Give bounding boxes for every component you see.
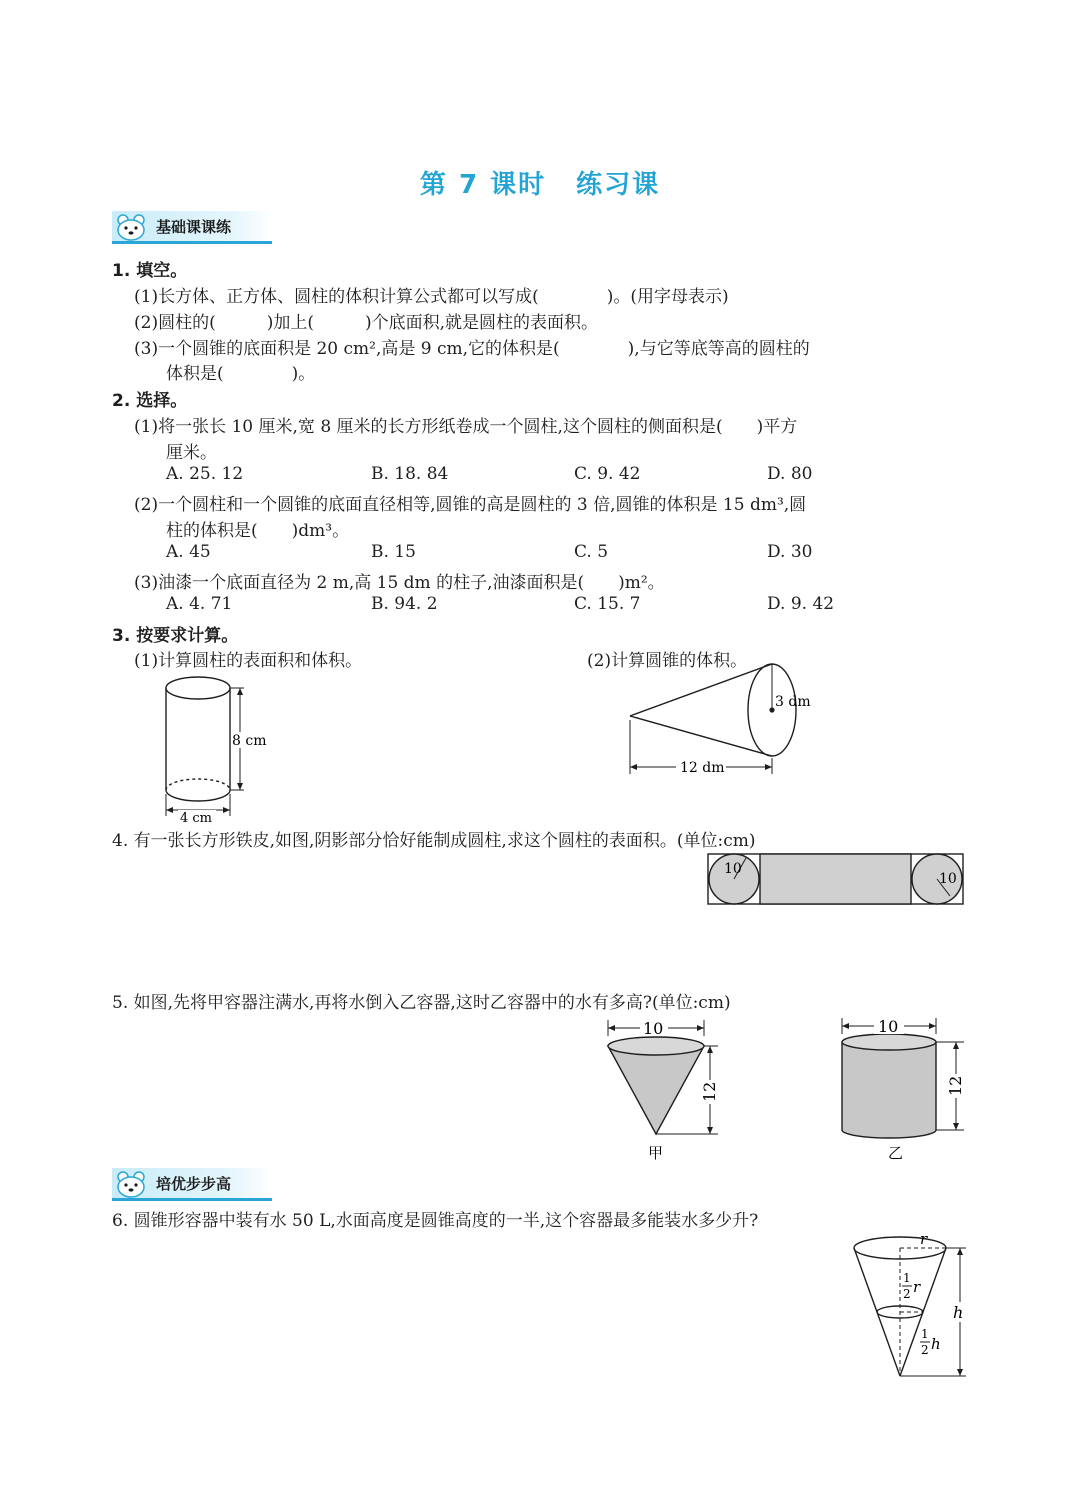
section-title-basic: 基础课课练 [156,218,232,236]
cylinder-container-body [842,1042,936,1138]
q2-part3-option-d: D. 9. 42 [767,594,835,614]
q2-part3-option-c: C. 15. 7 [574,594,641,614]
q6-text: 6. 圆锥形容器中装有水 50 L,水面高度是圆锥高度的一半,这个容器最多能装水多少升? [112,1211,759,1231]
q2-part1-option-c: C. 9. 42 [574,464,641,484]
q2-part2-option-b: B. 15 [371,542,416,562]
q5-text: 5. 如图,先将甲容器注满水,再将水倒入乙容器,这时乙容器中的水有多高?(单位:cm) [112,993,731,1013]
cone-container-name: 甲 [648,1144,664,1162]
q1-line3: (3)一个圆锥的底面积是 20 cm²,高是 9 cm,它的体积是( ),与它等底等高的圆柱的 [134,339,810,359]
cylinder-height-label: 12 [946,1075,965,1096]
cylinder-height-label: 8 cm [232,733,267,749]
half-r-denominator: 2 [903,1287,911,1301]
q3-sub2: (2)计算圆锥的体积。 [587,651,748,671]
height-label: h [953,1303,964,1322]
left-radius-label: 10 [724,861,742,877]
q2-part3-option-b: B. 94. 2 [371,594,438,614]
q3-heading: 3. 按要求计算。 [112,626,239,646]
half-h-denominator: 2 [921,1343,929,1357]
bear-icon [114,213,148,241]
section-badge-basic [112,211,272,244]
q2-part1-option-b: B. 18. 84 [371,464,449,484]
q2-part2-line2: 柱的体积是( )dm³。 [166,521,350,541]
cylinder-width-label: 10 [878,1017,899,1036]
section-title-advance: 培优步步高 [156,1175,232,1193]
cone-slant-bottom [630,716,772,756]
q5-cylinder-container-figure [836,1014,976,1164]
page-title [0,164,1080,201]
q2-part1-line1: (1)将一张长 10 厘米,宽 8 厘米的长方形纸卷成一个圆柱,这个圆柱的侧面积是( )平方 [134,417,798,437]
q2-part3-option-a: A. 4. 71 [166,594,233,614]
half-h-numerator: 1 [921,1327,929,1341]
q1-line4: 体积是( )。 [166,364,316,384]
section-badge-advance [112,1168,272,1201]
cylinder-diameter-label: 4 cm [180,811,213,826]
cylinder-container-name: 乙 [888,1144,904,1162]
q5-cone-container-figure [600,1016,730,1166]
half-r-symbol: r [913,1278,921,1296]
q3-cylinder-figure [150,670,280,830]
q2-part2-option-a: A. 45 [166,542,211,562]
lesson-name: 练习课 [576,170,661,200]
q2-part2-option-d: D. 30 [767,542,813,562]
lesson-number: 第 7 课时 [419,170,547,200]
right-radius-label: 10 [939,871,957,887]
cone-radius-label: 3 dm [775,694,811,710]
cylinder-top [166,677,230,699]
cone-container-body [608,1046,704,1134]
cone-container-top [608,1037,704,1055]
q2-part1-line2: 厘米。 [166,443,217,463]
half-r-numerator: 1 [903,1271,911,1285]
q2-heading: 2. 选择。 [112,391,188,411]
q1-heading: 1. 填空。 [112,261,188,281]
cone-width-label: 10 [643,1019,664,1038]
q4-text: 4. 有一张长方形铁皮,如图,阴影部分恰好能制成圆柱,求这个圆柱的表面积。(单位:cm) [112,831,756,851]
q2-part2-option-c: C. 5 [574,542,609,562]
q2-part2-line1: (2)一个圆柱和一个圆锥的底面直径相等,圆锥的高是圆柱的 3 倍,圆锥的体积是 15 dm³,圆 [134,495,807,515]
q1-line1: (1)长方体、正方体、圆柱的体积计算公式都可以写成( )。(用字母表示) [134,287,729,307]
cylinder-container-top [842,1034,936,1050]
q3-sub1: (1)计算圆柱的表面积和体积。 [134,651,363,671]
cylinder-bottom-front [166,790,230,801]
shaded-side-rectangle [760,854,911,904]
q1-line2: (2)圆柱的( )加上( )个底面积,就是圆柱的表面积。 [134,313,599,333]
bear-icon [114,1170,148,1198]
q2-part1-option-a: A. 25. 12 [166,464,244,484]
q4-sheet-figure [706,852,966,908]
cone-height-label: 12 [700,1081,719,1102]
q6-cone-figure [846,1226,976,1386]
half-h-symbol: h [931,1335,941,1353]
q2-part3-line1: (3)油漆一个底面直径为 2 m,高 15 dm 的柱子,油漆面积是( )m²。 [134,573,665,593]
top-radius-label: r [920,1230,928,1248]
cone-length-label: 12 dm [680,760,725,776]
cylinder-bottom-back [166,779,230,790]
q2-part1-option-d: D. 80 [767,464,813,484]
q3-cone-figure [620,660,820,785]
